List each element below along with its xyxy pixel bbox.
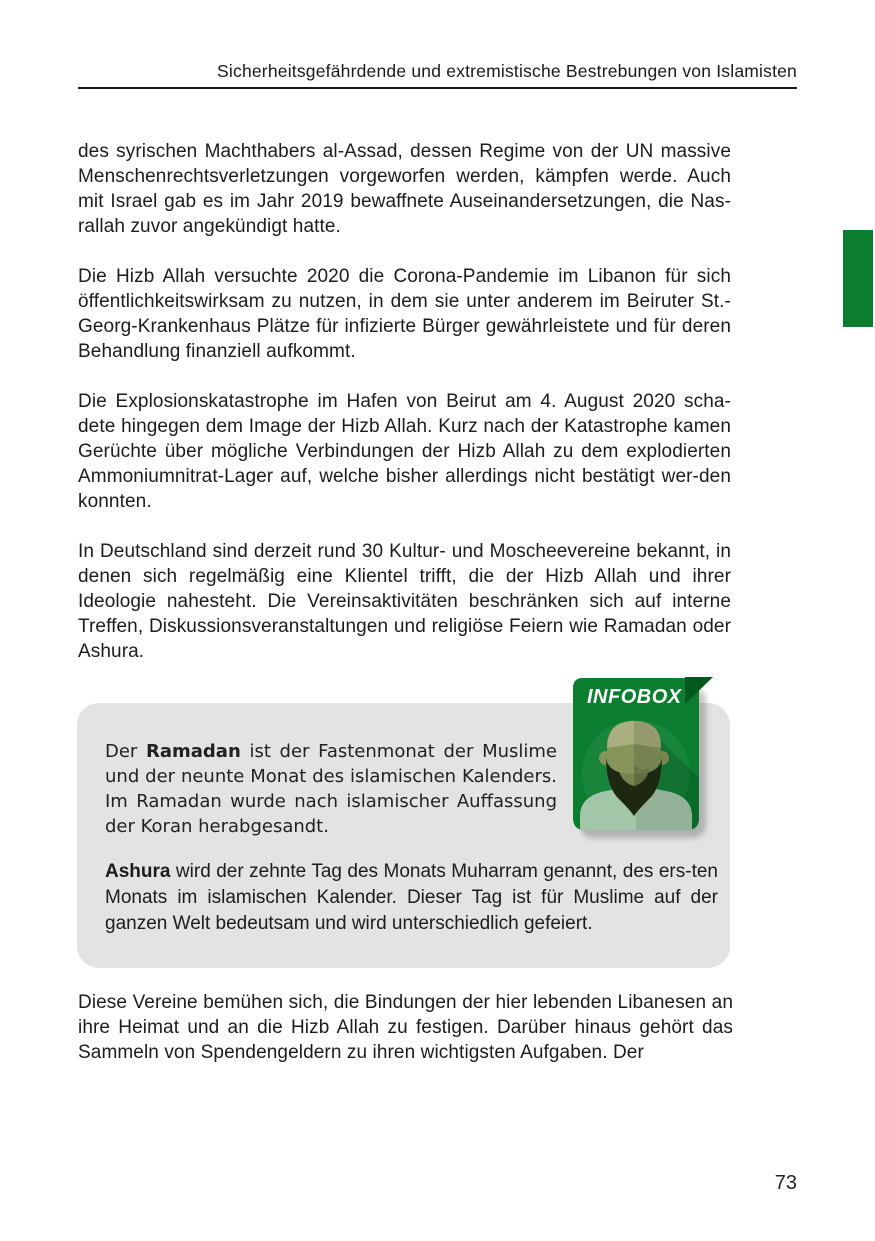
chapter-side-tab — [843, 230, 873, 327]
infobox-p1-rest: ist der Fastenmonat der Muslime und der neunte Monat des islamischen Kalenders. Im Ramadan wurde nach islamischer Auffassung der Koran herabgesandt. — [105, 741, 557, 837]
paragraph: des syrischen Machthabers al-Assad, dessen Regime von der UN massive Menschenrechtsverletzungen vorgeworfen werden, kämpfen werde. Auch mit Israel gab es im Jahr 2019 bewaffnete Auseinandersetzungen, die Nas-rallah zuvor angekündigt hatte. — [78, 141, 731, 237]
header-rule — [78, 87, 797, 89]
page-header-title: Sicherheitsgefährdende und extremistische Bestrebungen von Islamisten — [217, 61, 797, 81]
infobox-paragraph-ramadan — [105, 739, 557, 839]
infobox-label: INFOBOX — [587, 686, 682, 708]
infobox-p2-rest: wird der zehnte Tag des Monats Muharram genannt, des ers-ten Monats im islamischen Kalender. Dieser Tag ist für Muslime auf der ganzen Welt bedeutsam und wird unterschiedlich gefeiert. — [105, 861, 718, 934]
closing-paragraph: Diese Vereine bemühen sich, die Bindungen der hier lebenden Libanesen an ihre Heimat und an die Hizb Allah zu festigen. Darüber hinaus gehört das Sammeln von Spendengeldern zu ihren wichtigsten Aufgaben. Der — [78, 992, 733, 1063]
infobox-p1-keyword: Ramadan — [146, 741, 241, 762]
paragraph: Die Explosionskatastrophe im Hafen von Beirut am 4. August 2020 scha-dete hingegen dem Image der Hizb Allah. Kurz nach der Katastrophe kamen Gerüchte über mögliche Verbindungen der Hizb Allah zu dem explodierten Ammoniumnitrat-Lager auf, welche bisher allerdings nicht bestätigt wer-den konnten. — [78, 391, 731, 512]
paragraph: Die Hizb Allah versuchte 2020 die Corona-Pandemie im Libanon für sich öffentlichkeitswirksam zu nutzen, in dem sie unter anderem im Beiruter St.-Georg-Krankenhaus Plätze für infizierte Bürger gewährleistete und für deren Behandlung finanziell aufkommt. — [78, 266, 731, 362]
infobox-paragraph-ashura — [105, 859, 718, 937]
body-text — [78, 139, 731, 689]
paragraph: In Deutschland sind derzeit rund 30 Kultur- und Moscheevereine bekannt, in denen sich regelmäßig eine Klientel trifft, die der Hizb Allah und ihrer Ideologie nahesteht. Die Vereinsaktivitäten beschränken sich auf interne Treffen, Diskussionsveranstaltungen und religiöse Feiern wie Ramadan oder Ashura. — [78, 541, 731, 662]
infobox-p1-prefix: Der — [105, 741, 147, 762]
page-number: 73 — [774, 1172, 797, 1194]
infobox-p2-keyword: Ashura — [105, 861, 171, 882]
infobox-badge — [560, 670, 730, 850]
